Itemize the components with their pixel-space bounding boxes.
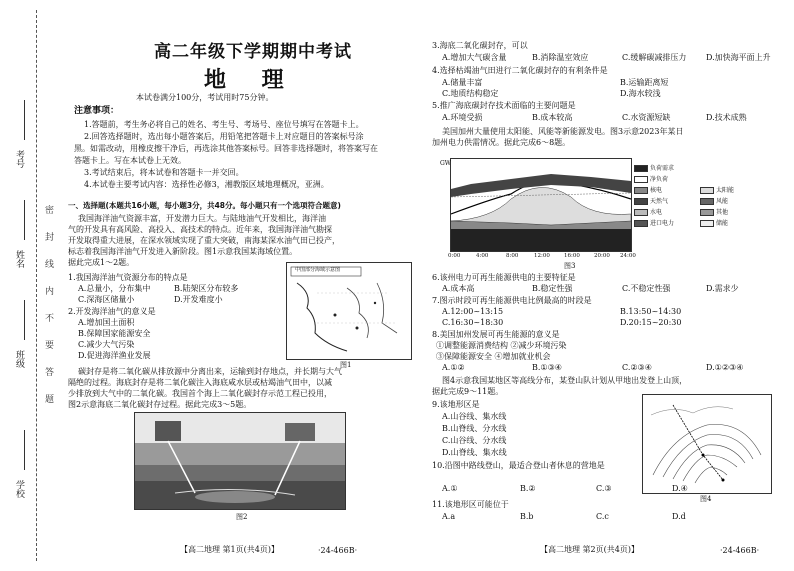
option: A.山谷线、集水线 [442, 412, 507, 421]
legend-item [634, 218, 674, 227]
passage-line: 碳封存是将二氧化碳从排放源中分离出来，运输到封存地点，并长期与大气 [78, 367, 342, 376]
option: B.b [520, 512, 534, 521]
question-9: 9.该地形区是 [432, 400, 480, 409]
option: D.需求少 [706, 284, 739, 293]
legend-item [634, 196, 668, 205]
binding-label-class: 班级 [14, 350, 24, 368]
blank-line [24, 200, 25, 240]
option: A.12:00~13:15 [442, 307, 504, 316]
passage-line: 隔绝的过程。海底封存是将二氧化碳注入海底咸水层或枯竭油气田中，以减 [68, 378, 332, 387]
seabed-storage-illustration [135, 413, 345, 509]
option: D.山脊线、集水线 [442, 448, 507, 457]
legend-item [700, 207, 728, 216]
subject-title: 地 理 [204, 67, 298, 93]
seal-char: 题 [43, 394, 53, 403]
option: A.① [442, 484, 458, 493]
exam-info: 本试卷满分100分，考试用时75分钟。 [136, 93, 274, 102]
footer-page-label: 【高二地理 第1页(共4页)】 [180, 545, 279, 554]
legend-item [700, 218, 728, 227]
statement-line: ③保障能源安全 ④增加就业机会 [436, 352, 551, 361]
seal-char: 要 [43, 340, 53, 349]
option: C.c [596, 512, 609, 521]
option: C.减少大气污染 [78, 340, 135, 349]
binding-margin [0, 0, 60, 571]
option: B.运输距离短 [620, 78, 669, 87]
option: B.成本较高 [532, 113, 573, 122]
notice-line: 答题卡上。写在本试卷上无效。 [74, 156, 186, 165]
x-tick: 4:00 [476, 253, 489, 259]
contour-lines [643, 395, 771, 493]
option: D.海水较浅 [620, 89, 661, 98]
option: C.深海区储量小 [78, 295, 135, 304]
x-tick: 8:00 [506, 253, 519, 259]
option: D.20:15~20:30 [620, 318, 682, 327]
figure-4-contour-map [642, 394, 772, 494]
option: D.d [672, 512, 686, 521]
notice-line: 黑。如需改动，用橡皮擦干净后，再选涂其他答案标号。回答非选择题时，将答案写在 [74, 144, 378, 153]
option: A.总量小，分布集中 [78, 284, 151, 293]
exam-title: 高二年级下学期期中考试 [154, 42, 352, 62]
notice-line: 4.本试卷主要考试内容：选择性必修3，湘教版区域地理概况，亚洲。 [84, 180, 329, 189]
passage-line: 开发取得重大进展，在深水领域实现了重大突破，南海某深水油气田已投产， [68, 236, 340, 245]
option: B.稳定性强 [532, 284, 573, 293]
option: C.③ [596, 484, 612, 493]
figure-1-inset-title: 中国部分海域示意图 [295, 267, 341, 273]
legend-item [700, 185, 734, 194]
passage-line: 少排放到大气中的二氧化碳。我国首个海上二氧化碳封存示范工程已投用， [68, 389, 332, 398]
option: B.保障国家能源安全 [78, 329, 151, 338]
power-supply-chart [451, 159, 631, 251]
binding-label-examno: 考号 [14, 150, 24, 168]
legend-label: 天然气 [650, 198, 669, 205]
binding-label-school: 学校 [14, 480, 24, 498]
question-10: 10.沿图中路线登山，最适合登山者休息的营地是 [432, 461, 605, 470]
seal-char: 封 [43, 232, 53, 241]
option: C.水资源短缺 [622, 113, 671, 122]
legend-item [634, 163, 674, 172]
option: C.山谷线、分水线 [442, 436, 507, 445]
figure-2-diagram [134, 412, 346, 510]
legend-label: 水电 [650, 209, 663, 216]
footer-code: ·24-466B· [318, 546, 358, 555]
legend-label: 负荷需求 [650, 165, 675, 172]
passage-line: 图4示意我国某地区等高线分布，某登山队计划从甲地出发登上山顶， [442, 376, 688, 385]
option: D.促进海洋渔业发展 [78, 351, 151, 360]
passage-line: 气的开发具有高风险、高投入、高技术的特点。近年来，我国海洋油气勘探 [68, 225, 332, 234]
option: B.陆架区分布较多 [174, 284, 239, 293]
option: D.④ [672, 484, 688, 493]
footer-page-label: 【高二地理 第2页(共4页)】 [540, 545, 639, 554]
figure-2-caption: 图2 [236, 513, 248, 521]
option: A.a [442, 512, 456, 521]
option: C.②③④ [622, 363, 652, 372]
question-7: 7.图示时段可再生能源供电比例最高的时段是 [432, 296, 592, 305]
legend-label: 太阳能 [716, 187, 735, 194]
question-4: 4.选择枯竭油气田进行二氧化碳封存的有利条件是 [432, 66, 608, 75]
passage-line: 据此完成9～11题。 [432, 387, 504, 396]
option: A.储量丰富 [442, 78, 483, 87]
option: C.不稳定性强 [622, 284, 671, 293]
notice-head: 注意事项： [74, 106, 120, 116]
passage-line: 加州电力供需情况。据此完成6～8题。 [432, 138, 571, 147]
footer-code: ·24-466B· [720, 546, 760, 555]
seal-char: 不 [43, 313, 53, 322]
option: A.增加国土面积 [78, 318, 135, 327]
option: B.山脊线、分水线 [442, 424, 507, 433]
figure-3-ylabel: GW [440, 160, 451, 167]
question-11: 11.该地形区可能位于 [432, 500, 509, 509]
seal-line [36, 10, 37, 561]
legend-item [634, 185, 662, 194]
legend-item [634, 174, 668, 183]
notice-line: 3.考试结束后，将本试卷和答题卡一并交回。 [84, 168, 244, 177]
option: A.①② [442, 363, 465, 372]
option: B.①③④ [532, 363, 562, 372]
blank-line [24, 100, 25, 140]
right-page [420, 0, 794, 571]
statement-line: ①调整能源消费结构 ②减少环境污染 [436, 341, 567, 350]
option: B.消除温室效应 [532, 53, 589, 62]
option: B.② [520, 484, 536, 493]
seal-char: 密 [43, 205, 53, 214]
x-tick: 16:00 [564, 253, 580, 259]
question-3: 3.海底二氧化碳封存，可以 [432, 41, 528, 50]
legend-item [700, 196, 728, 205]
option: A.成本高 [442, 284, 475, 293]
option: C.缓解碳减排压力 [622, 53, 687, 62]
passage-line: 图2示意海底二氧化碳封存过程。据此完成3～5题。 [68, 400, 252, 409]
passage-line: 美国加州大量使用太阳能、风能等新能源发电。图3示意2023年某日 [442, 127, 684, 136]
blank-line [24, 430, 25, 470]
legend-label: 核电 [650, 187, 663, 194]
question-8: 8.美国加州发展可再生能源的意义是 [432, 330, 560, 339]
legend-label: 储能 [716, 220, 729, 227]
figure-3-chart [450, 158, 632, 252]
passage-line: 标志着我国海洋油气开发进入新阶段。图1示意我国某海域位置。 [68, 247, 298, 256]
option: D.加快海平面上升 [706, 53, 771, 62]
notice-line: 2.回答选择题时，选出每小题答案后，用铅笔把答题卡上对应题目的答案标号涂 [84, 132, 364, 141]
x-tick: 0:00 [448, 253, 461, 259]
option: A.环境受损 [442, 113, 483, 122]
question-1: 1.我国海洋油气资源分布的特点是 [68, 273, 188, 282]
notice-line: 1.答题前，考生务必将自己的姓名、考生号、考场号、座位号填写在答题卡上。 [84, 120, 364, 129]
option: D.①②③④ [706, 363, 744, 372]
x-tick: 20:00 [594, 253, 610, 259]
legend-label: 净负荷 [650, 176, 669, 183]
legend-label: 进口电力 [650, 220, 675, 227]
option: D.开发难度小 [174, 295, 223, 304]
binding-label-name: 姓名 [14, 250, 24, 268]
x-tick: 24:00 [620, 253, 636, 259]
question-6: 6.该州电力可再生能源供电的主要特征是 [432, 273, 576, 282]
option: A.增加大气碳含量 [442, 53, 507, 62]
section-heading: 一、选择题(本题共16小题，每小题3分，共48分。每小题只有一个选项符合题意) [68, 201, 341, 210]
question-5: 5.推广海底碳封存技术面临的主要问题是 [432, 101, 576, 110]
legend-item [634, 207, 662, 216]
seal-char: 内 [43, 286, 53, 295]
legend-label: 风能 [716, 198, 729, 205]
option: D.技术成熟 [706, 113, 747, 122]
passage-line: 我国海洋油气资源丰富，开发潜力巨大。与陆地油气开发相比，海洋油 [78, 214, 326, 223]
figure-1-caption: 图1 [340, 361, 352, 369]
figure-1-map [286, 262, 412, 360]
option: C.16:30~18:30 [442, 318, 504, 327]
figure-4-caption: 图4 [700, 495, 712, 503]
seal-char: 线 [43, 259, 53, 268]
passage-line: 据此完成1～2题。 [68, 258, 135, 267]
coastline-map [287, 263, 411, 359]
figure-3-caption: 图3 [564, 262, 576, 270]
x-tick: 12:00 [534, 253, 550, 259]
option: B.13:50~14:30 [620, 307, 682, 316]
blank-line [24, 300, 25, 340]
option: C.地质结构稳定 [442, 89, 499, 98]
seal-char: 答 [43, 367, 53, 376]
legend-label: 其他 [716, 209, 729, 216]
question-2: 2.开发海洋油气的意义是 [68, 307, 156, 316]
